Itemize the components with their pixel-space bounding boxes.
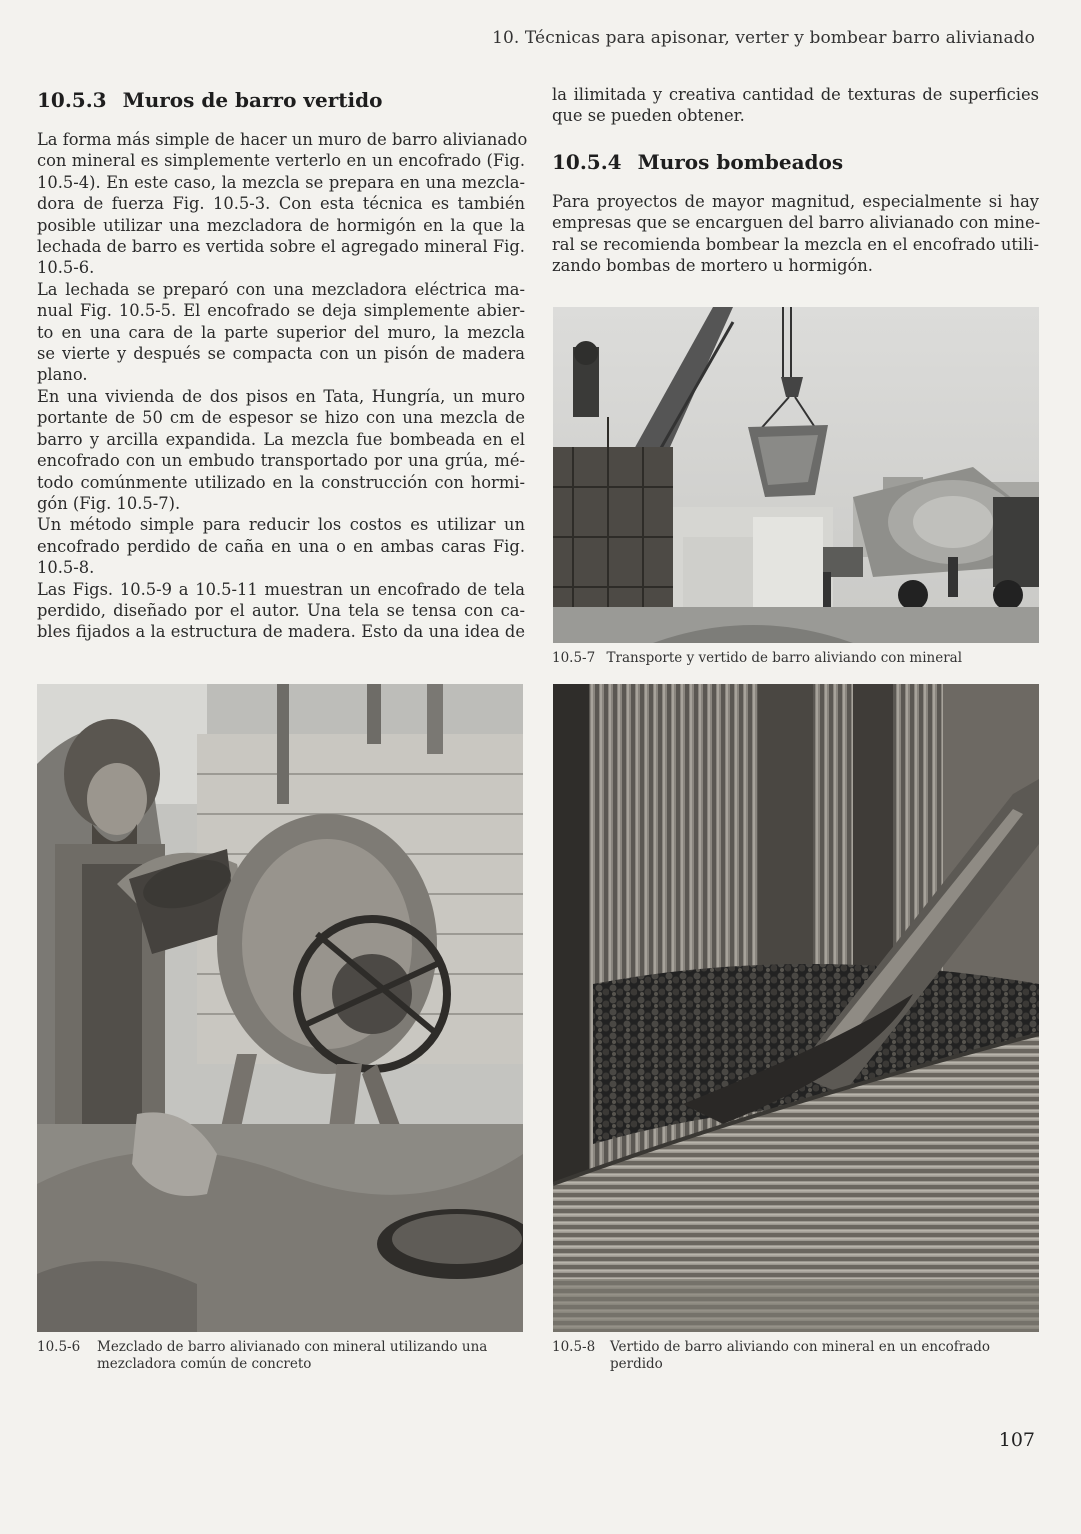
section-number: 10.5.4	[552, 149, 622, 174]
text-line: dora de fuerza Fig. 10.5-3. Con esta técnica es también	[37, 194, 525, 214]
text-line: encofrado perdido de caña en una o en ambas caras Fig.	[37, 536, 525, 556]
section-number: 10.5.3	[37, 88, 107, 112]
text-line: zando bombas de mortero u hormigón.	[552, 256, 873, 276]
caption-fig-10-5-8	[552, 1339, 1039, 1372]
caption-line: mezcladora común de concreto	[97, 1356, 312, 1372]
photo-concrete-mixer	[37, 684, 523, 1332]
section-heading-10-5-4	[552, 150, 1039, 174]
text-line: En una vivienda de dos pisos en Tata, Hungría, un muro	[37, 386, 525, 406]
text-line: Las Figs. 10.5-9 a 10.5-11 muestran un encofrado de tela	[37, 579, 525, 599]
photo-reed-formwork	[553, 684, 1039, 1332]
caption-line: Mezclado de barro alivianado con mineral utilizando una	[97, 1339, 488, 1355]
text-line: Para proyectos de mayor magnitud, especialmente si hay	[552, 191, 1039, 211]
text-line: portante de 50 cm de espesor se hizo con una mezcla de	[37, 408, 525, 428]
caption-fig-10-5-6	[37, 1339, 523, 1372]
text-line: 10.5-4). En este caso, la mezcla se prepara en una mezcla-	[37, 172, 525, 192]
section-title: Muros bombeados	[637, 149, 844, 174]
text-line: empresas que se encarguen del barro alivianado con mine-	[552, 213, 1041, 233]
body-text-continuation	[552, 84, 1039, 127]
figure-label: 10.5-7	[552, 650, 596, 666]
text-line: ral se recomienda bombear la mezcla en el encofrado utili-	[552, 234, 1039, 254]
caption-line: Vertido de barro aliviando con mineral en un encofrado	[610, 1339, 991, 1355]
text-line: todo comúnmente utilizado en la construcción con hormi-	[37, 472, 525, 492]
text-line: La lechada se preparó con una mezcladora eléctrica ma-	[37, 279, 525, 299]
figure-label: 10.5-8	[552, 1339, 596, 1355]
text-line: nual Fig. 10.5-5. El encofrado se deja simplemente abier-	[37, 301, 525, 321]
text-line: 10.5-8.	[37, 558, 95, 578]
text-line: plano.	[37, 365, 88, 385]
text-line: 10.5-6.	[37, 258, 95, 278]
caption-text	[610, 1339, 1038, 1373]
page-number: 107	[998, 1429, 1035, 1451]
text-line: con mineral es simplemente verterlo en un encofrado (Fig.	[37, 151, 525, 171]
text-line: lechada de barro es vertida sobre el agregado mineral Fig.	[37, 237, 525, 257]
section-heading-10-5-3	[37, 88, 525, 112]
text-line: barro y arcilla expandida. La mezcla fue bombeada en el	[37, 429, 525, 449]
caption-text: Transporte y vertido de barro aliviando con mineral	[606, 650, 963, 666]
text-line: que se pueden obtener.	[552, 106, 745, 126]
text-line: posible utilizar una mezcladora de hormigón en la que la	[37, 215, 525, 235]
text-line: Un método simple para reducir los costos es utilizar un	[37, 515, 525, 535]
text-line: gón (Fig. 10.5-7).	[37, 493, 181, 513]
text-line: perdido, diseñado por el autor. Una tela se tensa con ca-	[37, 600, 525, 620]
text-line: bles fijados a la estructura de madera. Esto da una idea de	[37, 622, 525, 642]
section-title: Muros de barro vertido	[122, 88, 383, 112]
photo-crane-concrete-truck	[553, 307, 1039, 643]
body-text-muros-vertido	[37, 129, 528, 643]
figure-label: 10.5-6	[37, 1339, 81, 1355]
caption-line: perdido	[610, 1356, 663, 1372]
text-line: La forma más simple de hacer un muro de barro alivianado	[37, 130, 528, 149]
text-line: se vierte y después se compacta con un pisón de madera	[37, 344, 525, 364]
caption-text	[97, 1339, 527, 1373]
right-column	[552, 84, 1039, 276]
running-head: 10. Técnicas para apisonar, verter y bombear barro alivianado	[492, 28, 1035, 48]
text-line: to en una cara de la parte superior del muro, la mezcla	[37, 322, 525, 342]
left-column	[37, 88, 528, 643]
body-text-muros-bombeados	[552, 191, 1039, 277]
text-line: encofrado con un embudo transportado por una grúa, mé-	[37, 451, 525, 471]
text-line: la ilimitada y creativa cantidad de texturas de superficies	[552, 85, 1039, 104]
caption-fig-10-5-7	[552, 650, 1039, 667]
